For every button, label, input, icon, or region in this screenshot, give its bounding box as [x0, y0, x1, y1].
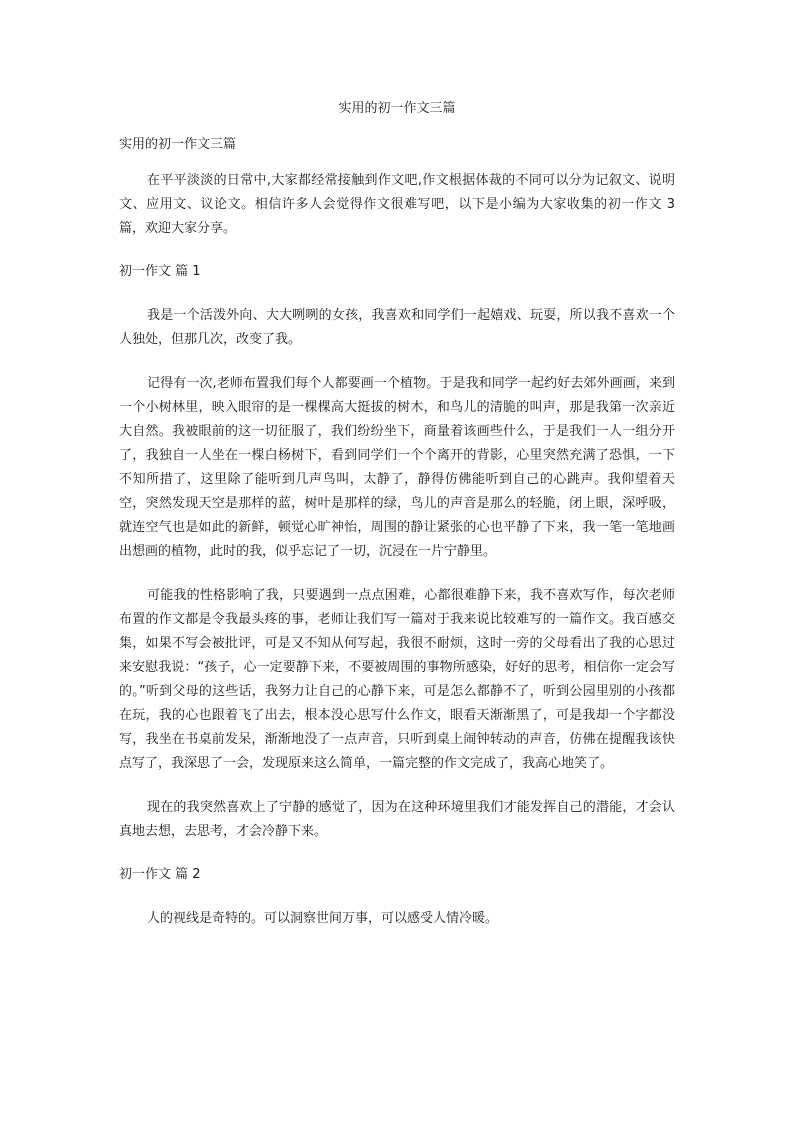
document-content [119, 98, 675, 951]
section-heading-2: 初一作文 篇 2 [119, 867, 201, 882]
section-1-paragraph-1: 我是一个活泼外向、大大咧咧的女孩，我喜欢和同学们一起嬉戏、玩耍，所以我不喜欢一个人独处，但那几次，改变了我。 [119, 308, 675, 347]
intro-paragraph: 在平平淡淡的日常中,大家都经常接触到作文吧,作文根据体裁的不同可以分为记叙文、说明文、应用文、议论文。相信许多人会觉得作文很难写吧，以下是小编为大家收集的初一作文 3 篇，欢迎大家分享。 [119, 173, 675, 236]
section-1-paragraph-4: 现在的我突然喜欢上了宁静的感觉了，因为在这种环境里我们才能发挥自己的潜能，才会认真地去想，去思考，才会冷静下来。 [119, 800, 675, 839]
page-title: 实用的初一作文三篇 [338, 101, 456, 116]
section-1-paragraph-2: 记得有一次,老师布置我们每个人都要画一个植物。于是我和同学一起约好去郊外画画，来到一个小树林里，映入眼帘的是一棵棵高大挺拔的树木，和鸟儿的清脆的叫声，那是我第一次亲近大自然。我被眼前的这一切征服了，我们纷纷坐下，商量着该画些什么，于是我们一人一组分开了，我独自一人坐在一棵白杨树下，看到同学们一个个离开的背影，心里突然充满了恐惧，一下不知所措了，这里除了能听到几声鸟叫，太静了，静得仿佛能听到自己的心跳声。我仰望着天空，突然发现天空是那样的蓝，树叶是那样的绿，鸟儿的声音是那么的轻脆，闭上眼，深呼吸，就连空气也是如此的新鲜，顿觉心旷神怡，周围的静让紧张的心也平静了下来，我一笔一笔地画出想画的植物，此时的我，似乎忘记了一切，沉浸在一片宁静里。 [119, 376, 675, 559]
section-heading-1: 初一作文 篇 1 [119, 264, 201, 279]
document-subtitle: 实用的初一作文三篇 [119, 137, 237, 152]
section-2-paragraph-1: 人的视线是奇特的。可以洞察世间万事，可以感受人情冷暖。 [147, 911, 499, 926]
section-1-paragraph-3: 可能我的性格影响了我，只要遇到一点点困难，心都很难静下来，我不喜欢写作，每次老师布置的作文都是令我最头疼的事，老师让我们写一篇对于我来说比较难写的一篇作文。我百感交集，如果不写会被批评，可是又不知从何写起，我很不耐烦，这时一旁的父母看出了我的心思过来安慰我说：“孩子，心一定要静下来，不要被周围的事物所感染，好好的思考，相信你一定会写的。”听到父母的这些话，我努力让自己的心静下来，可是怎么都静不了，听到公园里别的小孩都在玩，我的心也跟着飞了出去，根本没心思写什么作文，眼看天渐渐黑了，可是我却一个字都没写，我坐在书桌前发呆，渐渐地没了一点声音，只听到桌上闹钟转动的声音，仿佛在提醒我该快点写了，我深思了一会，发现原来这么简单，一篇完整的作文完成了，我高心地笑了。 [119, 588, 675, 771]
